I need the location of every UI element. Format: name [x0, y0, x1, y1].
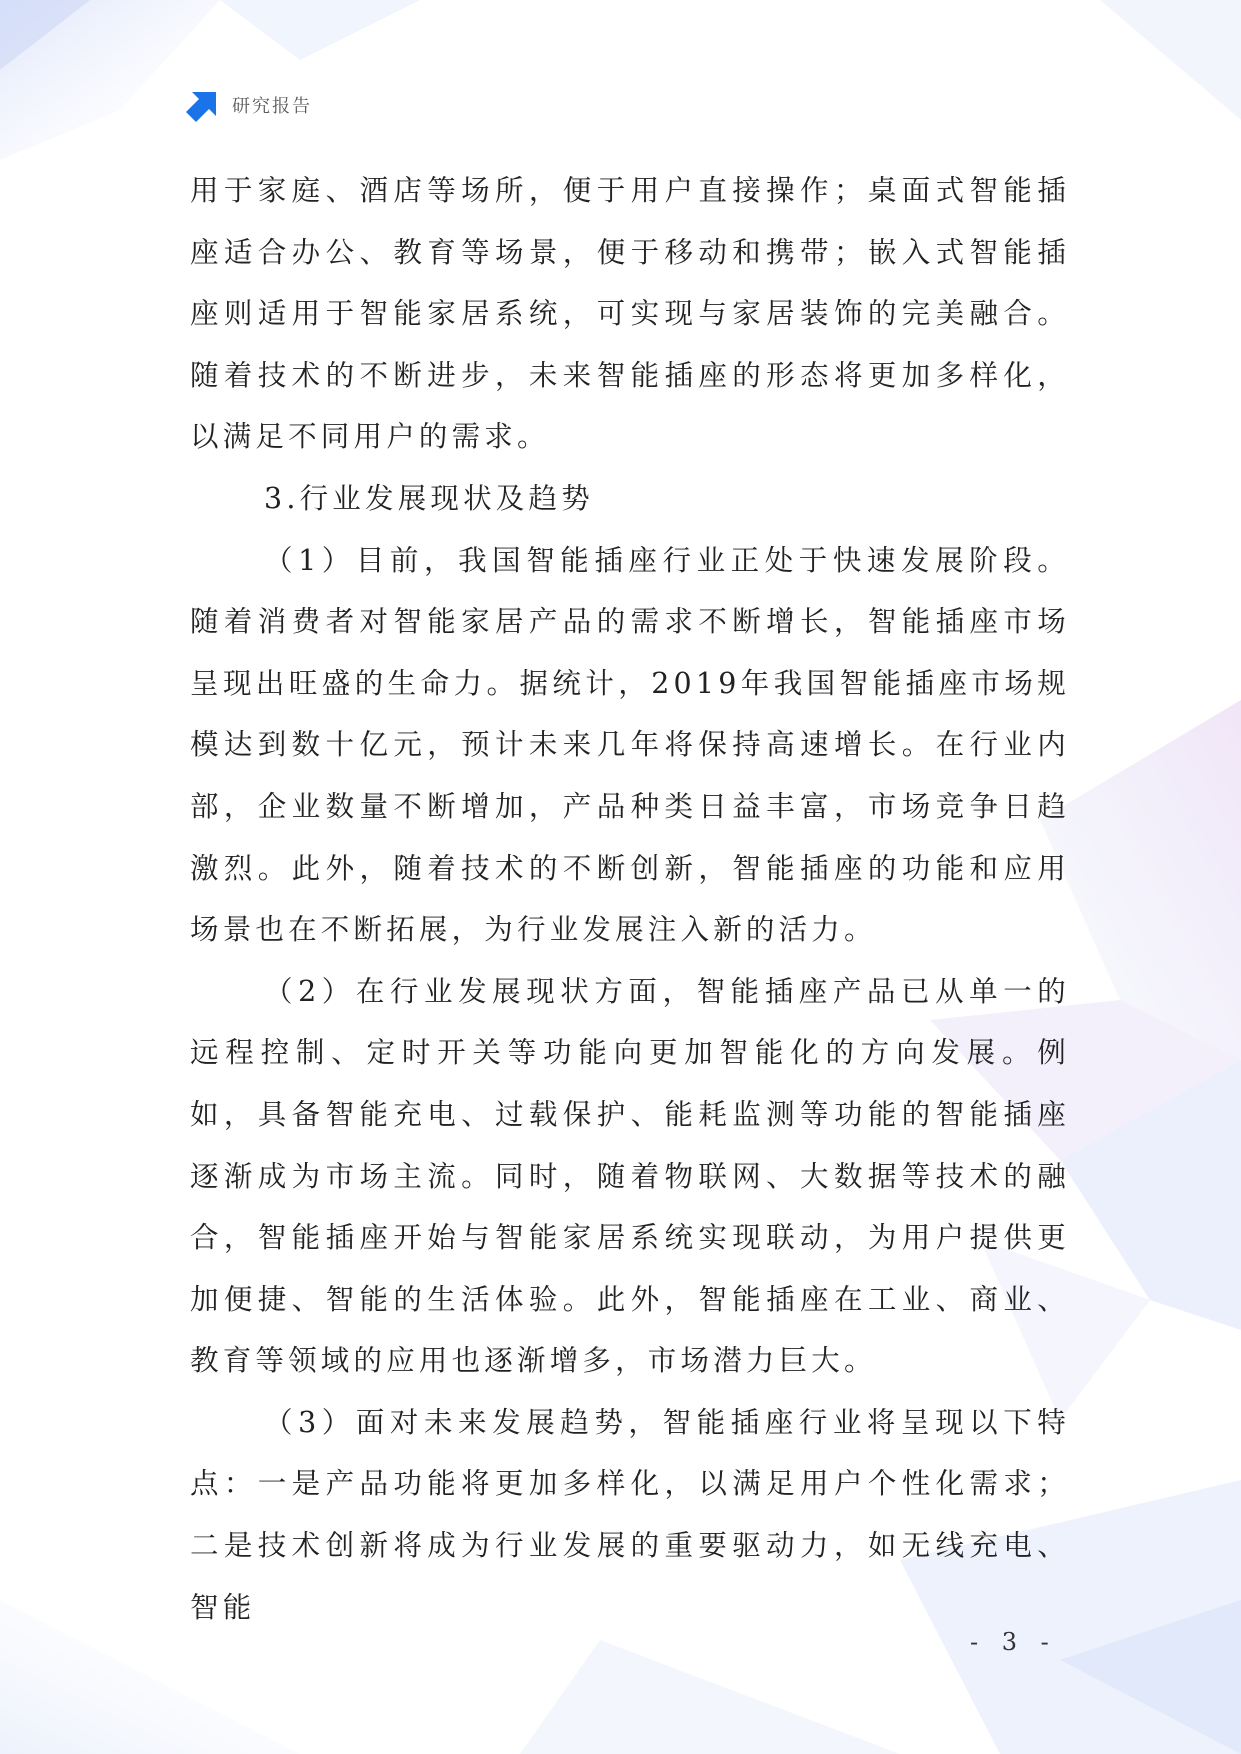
document-body [190, 160, 1070, 1638]
paragraph-1: （1）目前，我国智能插座行业正处于快速发展阶段。随着消费者对智能家居产品的需求不断增长，智能插座市场呈现出旺盛的生命力。据统计，2019年我国智能插座市场规模达到数十亿元，预计未来几年将保持高速增长。在行业内部，企业数量不断增加，产品种类日益丰富，市场竞争日趋激烈。此外，随着技术的不断创新，智能插座的功能和应用场景也在不断拓展，为行业发展注入新的活力。 [190, 543, 1070, 947]
paragraph-continued: 用于家庭、酒店等场所，便于用户直接操作；桌面式智能插座适合办公、教育等场景，便于移动和携带；嵌入式智能插座则适用于智能家居系统，可实现与家居装饰的完美融合。随着技术的不断进步，未来智能插座的形态将更加多样化，以满足不同用户的需求。 [190, 174, 1070, 454]
section-heading: 3.行业发展现状及趋势 [264, 481, 594, 515]
paragraph-3: （3）面对未来发展趋势，智能插座行业将呈现以下特点：一是产品功能将更加多样化，以满足用户个性化需求；二是技术创新将成为行业发展的重要驱动力，如无线充电、智能 [190, 1405, 1070, 1624]
page-number: - 3 - [970, 1628, 1057, 1656]
paragraph-2: （2）在行业发展现状方面，智能插座产品已从单一的远程控制、定时开关等功能向更加智能化的方向发展。例如，具备智能充电、过载保护、能耗监测等功能的智能插座逐渐成为市场主流。同时，随着物联网、大数据等技术的融合，智能插座开始与智能家居系统实现联动，为用户提供更加便捷、智能的生活体验。此外，智能插座在工业、商业、教育等领域的应用也逐渐增多，市场潜力巨大。 [190, 974, 1070, 1378]
header-title: 研究报告 [232, 96, 312, 117]
arrow-up-right-icon [186, 88, 220, 122]
report-header [186, 88, 312, 122]
